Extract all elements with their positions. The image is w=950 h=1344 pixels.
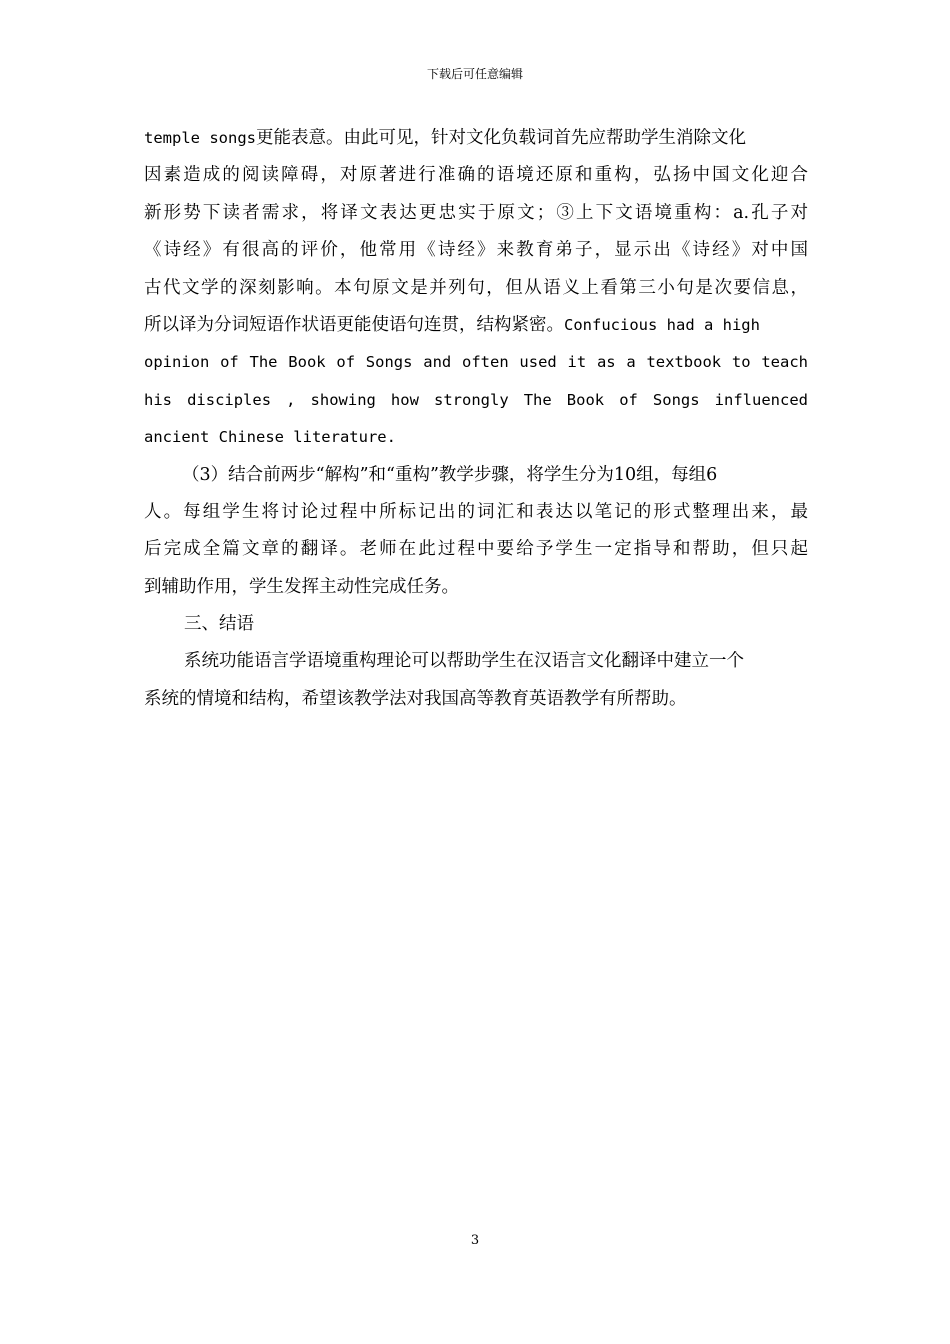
text-line xyxy=(144,120,808,157)
text-line: 后完成全篇文章的翻译。老师在此过程中要给予学生一定指导和帮助，但只起 xyxy=(144,539,808,560)
text-line: 古代文学的深刻影响。本句原文是并列句，但从语义上看第三小句是次要信息， xyxy=(144,277,808,298)
section-heading-conclusion: 三、结语 xyxy=(184,614,254,635)
paragraph-teaching-step-3 xyxy=(144,457,808,607)
text-line: 新形势下读者需求，将译文表达更忠实于原文；③上下文语境重构：a.孔子对 xyxy=(144,202,808,223)
english-phrase: temple songs xyxy=(144,129,256,147)
text-line: 《诗经》有很高的评价，他常用《诗经》来教育弟子，显示出《诗经》对中国 xyxy=(144,240,808,261)
page-number: 3 xyxy=(470,1233,480,1248)
chinese-text: 更能表意。由此可见，针对文化负载词首先应帮助学生消除文化 xyxy=(255,128,746,148)
english-text-line: opinion of The Book of Songs and often used it as a textbook to teach xyxy=(144,353,808,372)
text-line xyxy=(144,307,808,344)
paragraph-translation-example xyxy=(144,120,808,457)
text-line: 系统功能语言学语境重构理论可以帮助学生在汉语言文化翻译中建立一个 xyxy=(184,651,744,672)
chinese-text: 所以译为分词短语作状语更能使语句连贯，结构紧密。 xyxy=(144,314,564,335)
document-body xyxy=(144,120,808,718)
text-line: 到辅助作用，学生发挥主动性完成任务。 xyxy=(144,576,459,597)
english-text-line: ancient Chinese literature. xyxy=(144,428,396,447)
english-phrase: Confucious had a high xyxy=(564,315,760,334)
text-line: 因素造成的阅读障碍，对原著进行准确的语境还原和重构，弘扬中国文化迎合 xyxy=(144,165,808,186)
english-text-line: his disciples , showing how strongly The Book of Songs influenced xyxy=(144,390,808,409)
text-line: 系统的情境和结构，希望该教学法对我国高等教育英语教学有所帮助。 xyxy=(144,688,687,709)
paragraph-conclusion xyxy=(144,643,808,718)
page-header: 下载后可任意编辑 xyxy=(426,67,523,81)
text-line: （3）结合前两步“解构”和“重构”教学步骤，将学生分为10组，每组6 xyxy=(182,464,718,485)
text-line: 人。每组学生将讨论过程中所标记出的词汇和表达以笔记的形式整理出来，最 xyxy=(144,501,808,522)
